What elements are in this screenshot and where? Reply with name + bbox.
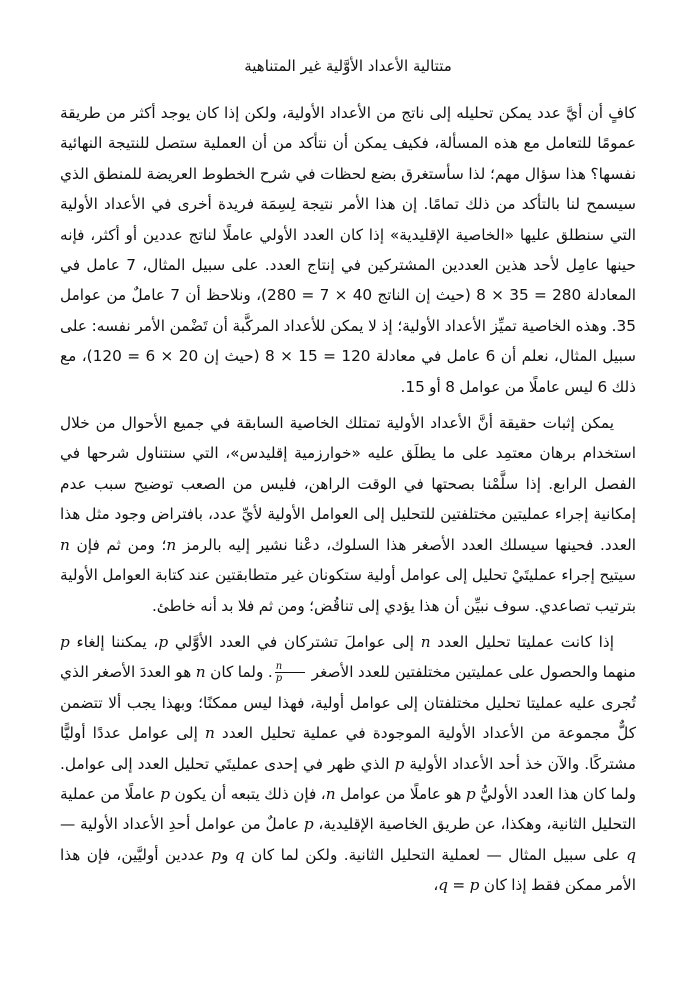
math-variable: n <box>60 535 70 554</box>
paragraph-contradiction <box>60 627 636 901</box>
paragraph-text-part: إذا كانت عمليتا تحليل العدد n إلى عواملَ تشتركان في العدد الأوَّلي p، يمكننا إلغاء p منهما والحصول على عمليتين مختلفتين للعدد الأصغر <box>60 632 636 682</box>
math-variable: p <box>303 815 314 834</box>
math-variable: n <box>325 784 336 803</box>
math-variable: n <box>166 535 177 554</box>
math-variable: p <box>394 754 405 773</box>
math-variable: n <box>195 663 206 682</box>
paragraph-euclid-property: كافٍ أن أيَّ عدد يمكن تحليله إلى ناتج من الأعداد الأولية، ولكن إذا كان يوجد أكثر من طريقة عمومًا للتعامل مع هذه المسألة، فكيف يمكن أن نتأكد من أن العملية ستصل للنتيجة النهائية نفسها؟ هذا سؤال مهم؛ لذا سأستغرق بضع لحظات في شرح الخطوط العريضة للمنطق الذي سيسمح لنا بالتأكد من ذلك تمامًا. إن هذا الأمر نتيجة لِسِمَة فريدة أخرى في الأعداد الأولية التي سنطلق عليها «الخاصية الإقليدية» إذا كان العدد الأولي عاملًا لناتج عددين أو أكثر، فإنه حينها عامِل لأحد هذين العددين المشتركين في إنتاج العدد. على سبيل المثال، 7 عامل في المعادلة 280 = 35 × 8 (حيث إن الناتج 40 × 7 = 280)، ونلاحظ أن 7 عاملٌ من عوامل 35. وهذه الخاصية تميِّز الأعداد الأولية؛ إذ لا يمكن للأعداد المركَّبة أن تَضْمن الأمر نفسه: على سبيل المثال، نعلم أن 6 عامل في معادلة 120 = 15 × 8 (حيث إن 20 × 6 = 120)، مع ذلك 6 ليس عاملًا من عوامل 8 أو 15. <box>60 104 637 396</box>
paragraph-proof-outline: يمكن إثبات حقيقة أنَّ الأعداد الأولية تمتلك الخاصية السابقة في جميع الأحوال من خلال استخدام برهان معتمِد على ما يطلَق عليه «خوارزمية إقليدس»، التي سنتناول شرحها في الفصل الرابع. إذا سلَّمْنا بصحتها في الوقت الراهن، فليس من الصعب توضيح سبب عدم إمكانية إجراء عمليتين مختلفتين للتحليل إلى العوامل الأولية لأيِّ عدد، بافتراض وجود مثل هذا العدد. فحينها سيسلك العدد الأصغر هذا السلوك، دعْنا نشير إليه بالرمز n؛ ومن ثم فإن n سيتيح إجراء عمليتَيْ تحليل إلى عوامل أولية ستكونان غير متطابقتين عند كتابة العوامل الأولية بترتيب تصاعدي. سوف نبيِّن أن هذا يؤدي إلى تناقُض؛ ومن ثم فلا بد أنه خاطئ. <box>60 414 636 615</box>
math-variable: p <box>211 845 221 864</box>
math-variable: q <box>626 845 637 864</box>
fraction-n-over-p <box>275 661 305 684</box>
math-variable: q <box>234 845 245 864</box>
fraction-numerator: n <box>275 661 305 673</box>
math-variable: p <box>158 632 169 651</box>
math-variable: p <box>60 632 70 651</box>
paragraph-text-part: . ولما كان n هو العددَ الأصغر الذي تُجرى عليه عمليتا تحليل مختلفتان إلى عوامل أولية، فهذا ليس ممكنًا؛ وبهذا يجب ألا تتضمن كلٌّ مجموعة من الأعداد الأولية الموجودة في عملية تحليل العدد n إلى عوامل عددًا أوليًّا مشتركًا. والآن خذ أحد الأعداد الأولية p الذي ظهر في إحدى عمليتَي تحليل العدد إلى عوامل. ولما كان هذا العدد الأوليُّ p هو عاملًا من عوامل n، فإن ذلك يتبعه أن يكون p عاملًا من عملية التحليل الثانية، وهكذا، عن طريق الخاصية الإقليدية، p عاملٌ من عوامل أحدِ الأعداد الأولية — q على سبيل المثال — لعملية التحليل الثانية. ولكن لما كان q وp عددين أوليَّين، فإن هذا الأمر ممكن فقط إذا كان q = p، <box>60 663 637 895</box>
running-title: متتالية الأعداد الأوَّلية غير المتناهية <box>244 57 452 75</box>
math-variable: p <box>469 876 480 895</box>
math-variable: q <box>438 876 449 895</box>
fraction-denominator: p <box>275 673 283 685</box>
math-variable: p <box>160 784 170 803</box>
math-variable: p <box>465 784 476 803</box>
math-variable: n <box>204 724 215 743</box>
math-variable: n <box>420 632 431 651</box>
